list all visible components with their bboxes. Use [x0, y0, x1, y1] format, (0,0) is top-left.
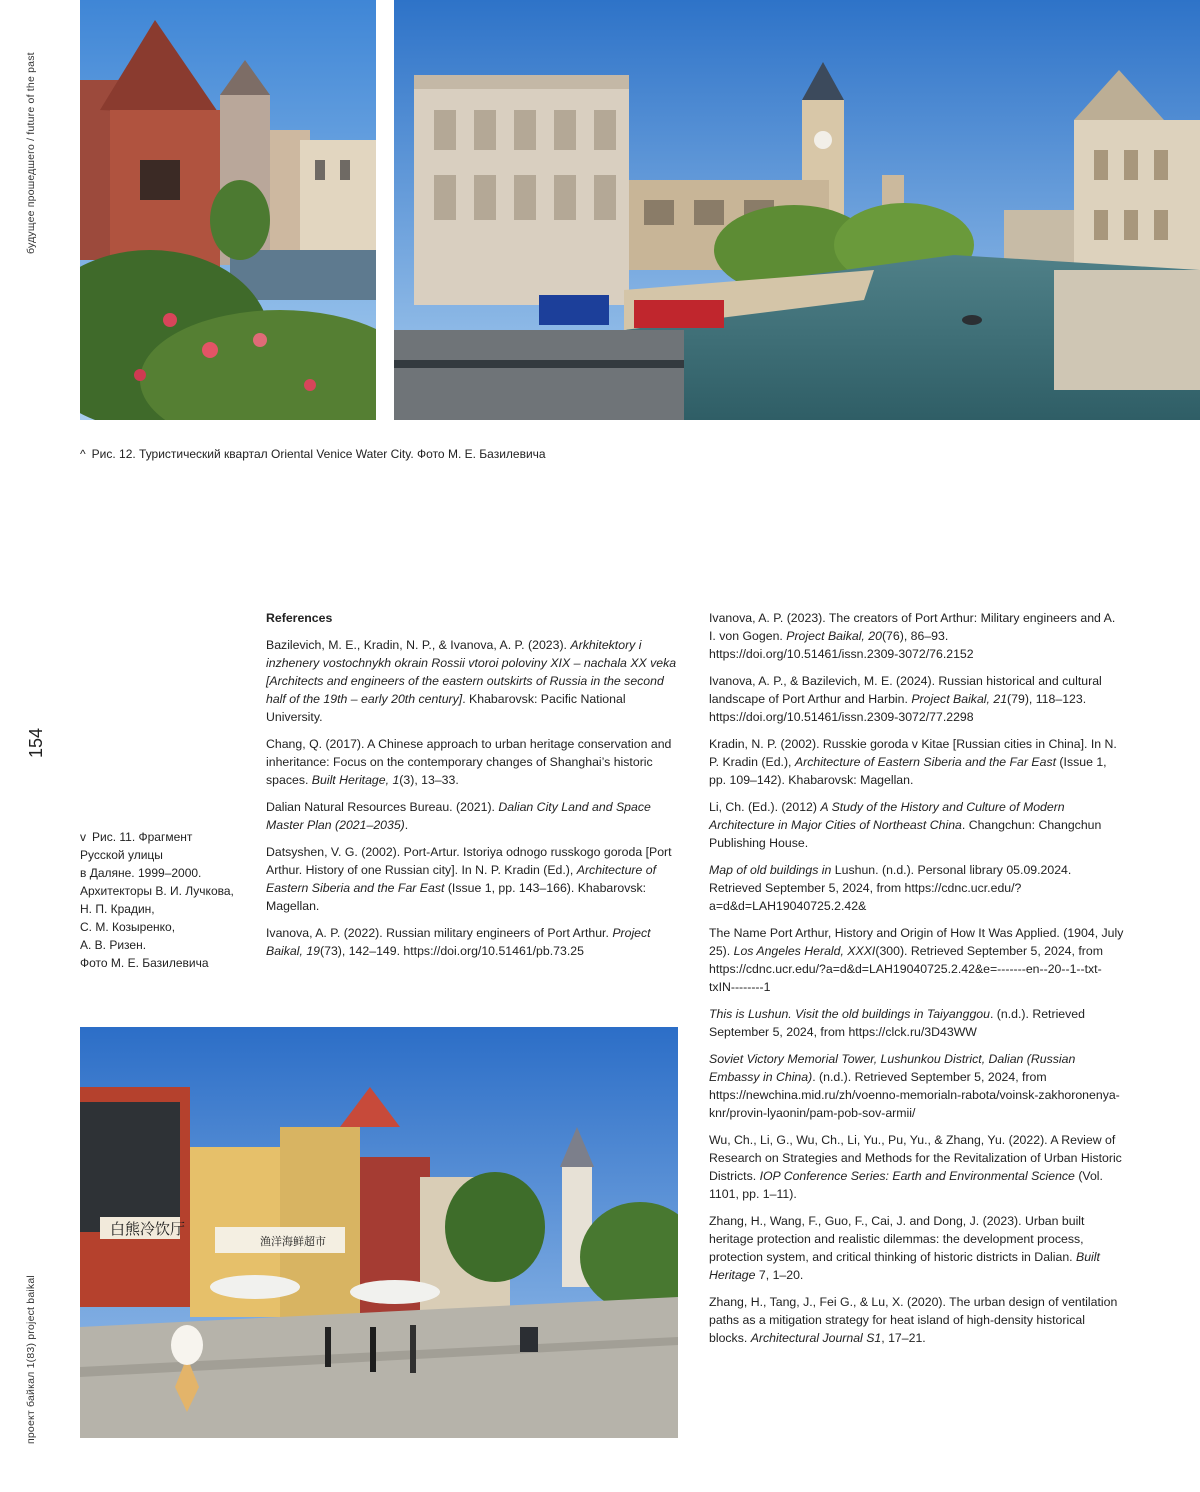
reference-item: Datsyshen, V. G. (2002). Port-Artur. Istoriya odnogo russkogo goroda [Port Arthur. History of one Russian city]. In N. P. Kradin (Ed.), Architecture of Eastern Siberia and the Far East (Issue 1, pp. 143–166). Khabarovsk: Magellan. [266, 845, 672, 913]
caption-text: Рис. 12. Туристический квартал Oriental Venice Water City. Фото М. Е. Базилевича [91, 447, 546, 461]
reference-item: The Name Port Arthur, History and Origin of How It Was Applied. (1904, July 25). Los Angeles Herald, XXXI(300). Retrieved September 5, 2024, from https://cdnc.ucr.edu/?a=d&d=LAH19040725.2.42&e=-------en--20--1--txt-txIN--------1 [709, 926, 1124, 994]
reference-item: Li, Ch. (Ed.). (2012) A Study of the History and Culture of Modern Architecture in Major Cities of Northeast China. Changchun: Changchun Publishing House. [709, 800, 1102, 850]
reference-item: Wu, Ch., Li, G., Wu, Ch., Li, Yu., Pu, Yu., & Zhang, Yu. (2022). A Review of Research on Strategies and Methods for the Revitalization of Urban Historic Districts. IOP Conference Series: Earth and Environmental Science (Vol. 1101, pp. 1–11). [709, 1133, 1122, 1201]
running-head-section: будущее прошедшего / future of the past [25, 52, 37, 254]
reference-item: Dalian Natural Resources Bureau. (2021). Dalian City Land and Space Master Plan (2021–2035). [266, 800, 651, 832]
photo-fig12-left [80, 0, 376, 420]
running-head-journal: проект байкал 1(83) project baikal [25, 1275, 37, 1444]
photo-fig11 [80, 1027, 678, 1438]
reference-item: Bazilevich, M. E., Kradin, N. P., & Ivanova, A. P. (2023). Arkhitektory i inzhenery vostochnykh okrain Rossii vtoroi poloviny XIX – nachala XX veka [Architects and engineers of the eastern outskirts of Russia in the second half of the 19th – early 20th century]. Khabarovsk: Pacific National University. [266, 638, 677, 724]
reference-item: Zhang, H., Tang, J., Fei G., & Lu, X. (2020). The urban design of ventilation paths as a mitigation strategy for heat island of high-density historical blocks. Architectural Journal S1, 17–21. [709, 1295, 1118, 1345]
shop-sign-seafood: 渔洋海鲜超市 [260, 1235, 326, 1248]
references-column-right [709, 609, 1125, 1356]
references-heading: References [266, 611, 333, 625]
reference-item: Ivanova, A. P. (2022). Russian military engineers of Port Arthur. Project Baikal, 19(73), 142–149. https://doi.org/10.51461/pb.73.25 [266, 926, 651, 958]
shop-sign-bear: 白熊冷饮厅 [110, 1220, 186, 1238]
photo-fig12-right [394, 0, 1200, 420]
page-number: 154 [26, 728, 46, 759]
reference-item: Chang, Q. (2017). A Chinese approach to urban heritage conservation and inheritance: Focus on the contemporary changes of Shanghai’s historic spaces. Built Heritage, 1(3), 13–33. [266, 737, 672, 787]
figure-11-caption: v Рис. 11. Фрагмент Русской улицы в Даляне. 1999–2000. Архитекторы В. И. Лучкова, Н. П. Крадин, С. М. Козыренко, А. В. Ризен. Фото М. Е. Базилевича [80, 830, 234, 970]
caption-down-marker: v [80, 830, 86, 844]
figure-12-caption [80, 445, 546, 463]
reference-item: Soviet Victory Memorial Tower, Lushunkou District, Dalian (Russian Embassy in China). (n.d.). Retrieved September 5, 2024, from https://newchina.mid.ru/zh/voenno-memorialn-rabota/voinsk-zakhoronenya-knr/provin-lyaonin/pam-pob-sov-armii/ [709, 1052, 1120, 1120]
references-column-left [266, 609, 678, 969]
reference-item: Zhang, H., Wang, F., Guo, F., Cai, J. and Dong, J. (2023). Urban built heritage protection and realistic dilemmas: the development process, protection system, and critical thinking of historic districts in Dalian. Built Heritage 7, 1–20. [709, 1214, 1100, 1282]
reference-item: Ivanova, A. P. (2023). The creators of Port Arthur: Military engineers and A. I. von Gogen. Project Baikal, 20(76), 86–93. https://doi.org/10.51461/issn.2309-3072/76.2152 [709, 611, 1116, 661]
caption-up-marker: ^ [80, 447, 86, 461]
reference-item: This is Lushun. Visit the old buildings in Taiyanggou. (n.d.). Retrieved September 5, 2024, from https://clck.ru/3D43WW [709, 1007, 1085, 1039]
reference-item: Map of old buildings in Lushun. (n.d.). Personal library 05.09.2024. Retrieved September 5, 2024, from https://cdnc.ucr.edu/?a=d&d=LAH19040725.2.42& [709, 863, 1072, 913]
reference-item: Ivanova, A. P., & Bazilevich, M. E. (2024). Russian historical and cultural landscape of Port Arthur and Harbin. Project Baikal, 21(79), 118–123. https://doi.org/10.51461/issn.2309-3072/77.2298 [709, 674, 1102, 724]
reference-item: Kradin, N. P. (2002). Russkie goroda v Kitae [Russian cities in China]. In N. P. Kradin (Ed.), Architecture of Eastern Siberia and the Far East (Issue 1, pp. 109–142). Khabarovsk: Magellan. [709, 737, 1117, 787]
